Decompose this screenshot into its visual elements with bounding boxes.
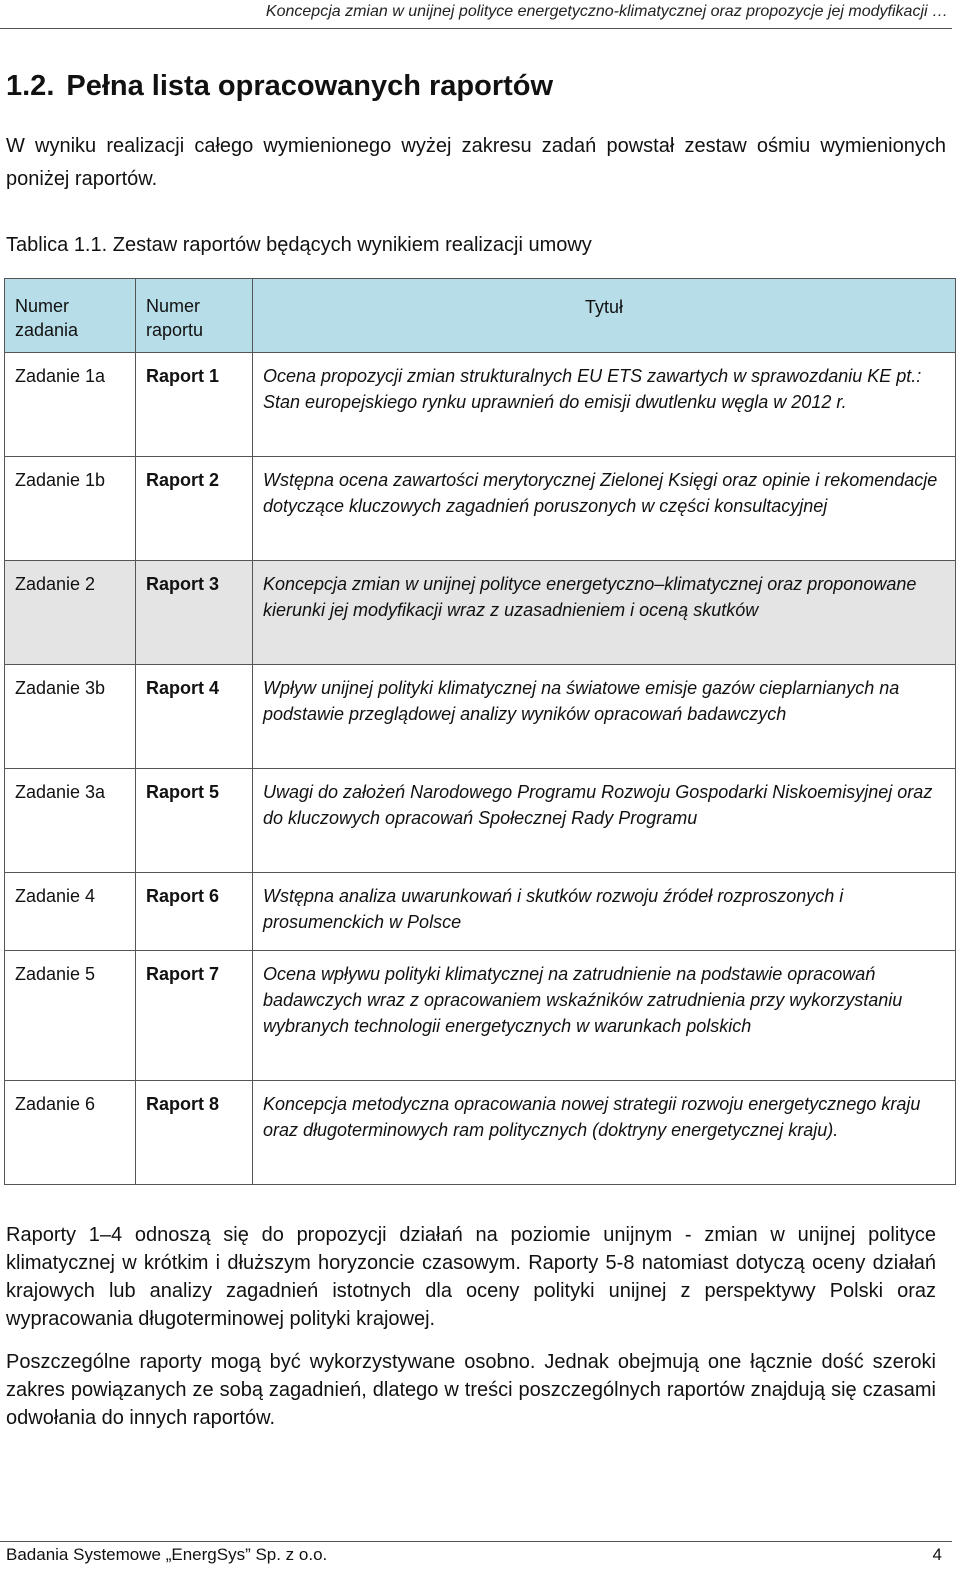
- task-cell: Zadanie 4: [5, 873, 136, 951]
- section-heading: [6, 70, 553, 103]
- report-cell: Raport 7: [136, 951, 253, 1081]
- task-cell: Zadanie 1a: [5, 353, 136, 457]
- title-cell: Wstępna analiza uwarunkowań i skutków rozwoju źródeł rozproszonych i prosumenckich w Polsce: [253, 873, 956, 951]
- running-header: Koncepcja zmian w unijnej polityce energetyczno-klimatycznej oraz propozycje jej modyfikacji …: [265, 3, 948, 20]
- report-cell: Raport 3: [136, 561, 253, 665]
- table-row: [5, 951, 956, 1081]
- task-cell: Zadanie 5: [5, 951, 136, 1081]
- title-cell: Uwagi do założeń Narodowego Programu Rozwoju Gospodarki Niskoemisyjnej oraz do kluczowych opracowań Społecznej Rady Programu: [253, 769, 956, 873]
- reports-table: [4, 278, 956, 1185]
- title-cell: Koncepcja zmian w unijnej polityce energetyczno–klimatycznej oraz proponowane kierunki jej modyfikacji wraz z uzasadnieniem i oceną skutków: [253, 561, 956, 665]
- table-caption: Tablica 1.1. Zestaw raportów będących wynikiem realizacji umowy: [6, 234, 592, 256]
- report-cell: Raport 1: [136, 353, 253, 457]
- header-task-number: Numer zadania: [5, 279, 136, 353]
- title-cell: Wstępna ocena zawartości merytorycznej Zielonej Księgi oraz opinie i rekomendacje dotyczące kluczowych zagadnień poruszonych w części konsultacyjnej: [253, 457, 956, 561]
- table-row: [5, 665, 956, 769]
- table-row: [5, 457, 956, 561]
- report-cell: Raport 8: [136, 1081, 253, 1185]
- footer-rule: [0, 1541, 952, 1542]
- section-title: Pełna lista opracowanych raportów: [66, 70, 554, 102]
- task-cell: Zadanie 1b: [5, 457, 136, 561]
- table-header-row: [5, 279, 956, 353]
- body-paragraph: Poszczególne raporty mogą być wykorzystywane osobno. Jednak obejmują one łącznie dość szeroki zakres powiązanych ze sobą zagadnień, dlatego w treści poszczególnych raportów znajdują się czasami odwołania do innych raportów.: [6, 1351, 936, 1429]
- section-number: 1.2.: [6, 70, 55, 102]
- table-row: [5, 873, 956, 951]
- title-cell: Ocena wpływu polityki klimatycznej na zatrudnienie na podstawie opracowań badawczych wraz z opracowaniem wskaźników zatrudnienia przy wykorzystaniu wybranych technologii energetycznych w warunkach polskich: [253, 951, 956, 1081]
- task-cell: Zadanie 2: [5, 561, 136, 665]
- page-number: 4: [932, 1545, 942, 1564]
- table-row: [5, 561, 956, 665]
- header-report-number: Numer raportu: [136, 279, 253, 353]
- body-paragraph: Raporty 1–4 odnoszą się do propozycji działań na poziomie unijnym - zmian w unijnej polityce klimatycznej w krótkim i dłuższym horyzoncie czasowym. Raporty 5-8 natomiast dotyczą oceny działań krajowych lub analizy zagadnień istotnych dla oceny polityki unijnej z perspektywy Polski oraz wypracowania długoterminowej polityki krajowej.: [6, 1224, 936, 1330]
- intro-paragraph: W wyniku realizacji całego wymienionego wyżej zakresu zadań powstał zestaw ośmiu wymienionych poniżej raportów.: [6, 135, 946, 190]
- title-cell: Ocena propozycji zmian strukturalnych EU ETS zawartych w sprawozdaniu KE pt.: Stan europejskiego rynku uprawnień do emisji dwutlenku węgla w 2012 r.: [253, 353, 956, 457]
- report-cell: Raport 6: [136, 873, 253, 951]
- report-cell: Raport 5: [136, 769, 253, 873]
- report-cell: Raport 4: [136, 665, 253, 769]
- title-cell: Koncepcja metodyczna opracowania nowej strategii rozwoju energetycznego kraju oraz długoterminowych ram politycznych (doktryny energetycznej kraju).: [253, 1081, 956, 1185]
- table-row: [5, 353, 956, 457]
- header-rule: [0, 28, 952, 29]
- task-cell: Zadanie 3a: [5, 769, 136, 873]
- footer-company: Badania Systemowe „EnergSys” Sp. z o.o.: [6, 1545, 328, 1564]
- title-cell: Wpływ unijnej polityki klimatycznej na światowe emisje gazów cieplarnianych na podstawie przeglądowej analizy wyników opracowań badawczych: [253, 665, 956, 769]
- report-cell: Raport 2: [136, 457, 253, 561]
- table-row: [5, 1081, 956, 1185]
- task-cell: Zadanie 6: [5, 1081, 136, 1185]
- table-row: [5, 769, 956, 873]
- header-title: Tytuł: [253, 279, 956, 353]
- task-cell: Zadanie 3b: [5, 665, 136, 769]
